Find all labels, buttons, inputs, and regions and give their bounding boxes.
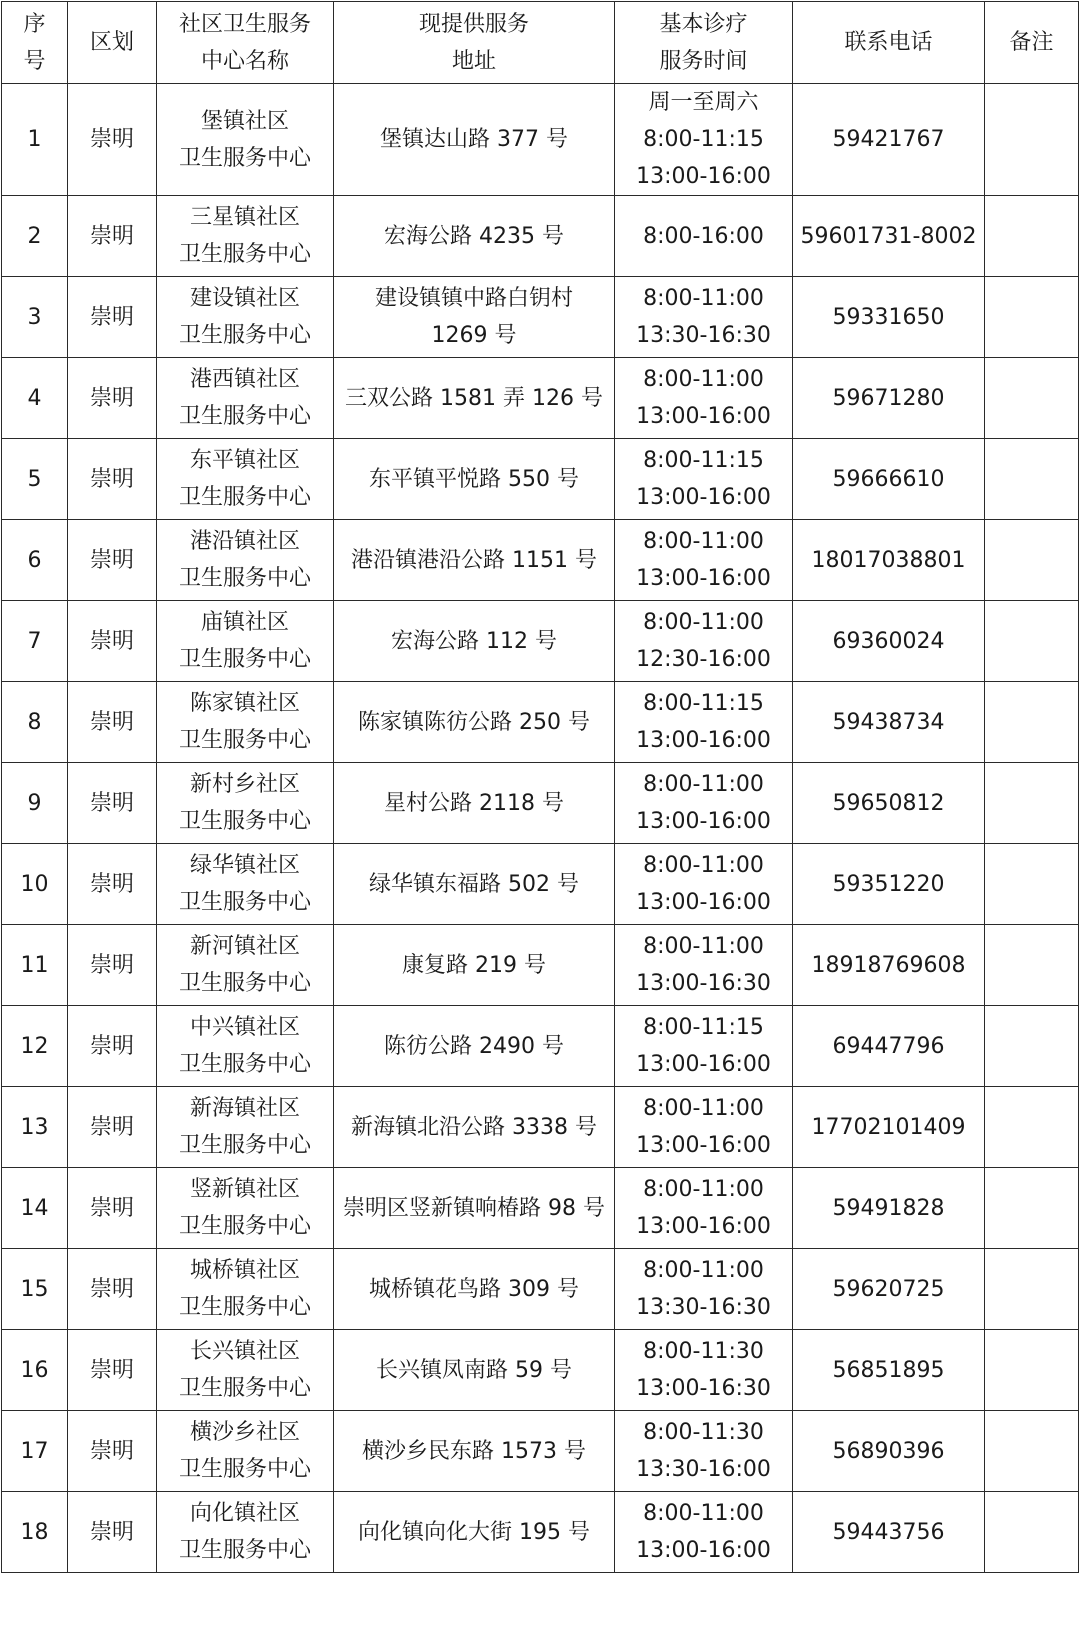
address-cell <box>334 1249 615 1330</box>
service-hours-cell <box>615 925 793 1006</box>
cell-line: 8:00-11:15 <box>643 127 764 152</box>
table-row <box>2 439 1079 520</box>
cell-line: 8:00-11:00 <box>643 1177 764 1202</box>
cell-line: 基本诊疗 <box>659 11 748 37</box>
cell-line: 中心名称 <box>200 48 289 74</box>
phone-cell: 69447796 <box>793 1006 985 1087</box>
cell-line: 区划 <box>89 30 134 55</box>
district-cell: 崇明 <box>68 844 157 925</box>
cell-line: 卫生服务中心 <box>178 1133 311 1158</box>
phone-cell: 59421767 <box>793 84 985 196</box>
cell-line: 13:00-16:00 <box>636 164 771 189</box>
address-cell <box>334 1492 615 1573</box>
service-hours-cell <box>615 763 793 844</box>
cell-line: 8:00-11:00 <box>643 367 764 392</box>
cell-line: 现提供服务 <box>418 11 529 37</box>
service-hours-cell <box>615 1330 793 1411</box>
phone-cell: 56851895 <box>793 1330 985 1411</box>
service-hours-cell <box>615 358 793 439</box>
district-cell: 崇明 <box>68 196 157 277</box>
phone-cell: 69360024 <box>793 601 985 682</box>
service-hours-cell <box>615 1006 793 1087</box>
cell-line: 13:00-16:00 <box>636 566 771 591</box>
cell-line: 8:00-11:00 <box>643 529 764 554</box>
table-row <box>2 1249 1079 1330</box>
address-cell <box>334 682 615 763</box>
center-name-cell <box>157 1168 334 1249</box>
phone-cell: 17702101409 <box>793 1087 985 1168</box>
phone-cell: 59650812 <box>793 763 985 844</box>
service-center-table <box>1 1 1079 1573</box>
district-cell: 崇明 <box>68 84 157 196</box>
center-name-cell <box>157 844 334 925</box>
cell-line: 三星镇社区 <box>189 205 300 230</box>
cell-line: 东平镇平悦路 550 号 <box>369 466 579 492</box>
service-hours-cell <box>615 277 793 358</box>
phone-cell: 59438734 <box>793 682 985 763</box>
phone-cell: 59620725 <box>793 1249 985 1330</box>
center-name-cell <box>157 1492 334 1573</box>
cell-line: 13:30-16:30 <box>636 323 771 348</box>
cell-line: 陈家镇陈彷公路 250 号 <box>358 709 590 735</box>
cell-line: 卫生服务中心 <box>178 647 311 672</box>
cell-line: 卫生服务中心 <box>178 242 311 267</box>
row-number-cell: 18 <box>2 1492 68 1573</box>
center-name-cell <box>157 763 334 844</box>
table-row <box>2 682 1079 763</box>
center-name-cell <box>157 84 334 196</box>
row-number-cell: 7 <box>2 601 68 682</box>
service-center-table-container <box>1 1 1079 1573</box>
district-cell: 崇明 <box>68 1249 157 1330</box>
address-cell <box>334 520 615 601</box>
cell-line: 8:00-11:00 <box>643 853 764 878</box>
center-name-cell <box>157 520 334 601</box>
cell-line: 中兴镇社区 <box>189 1015 300 1040</box>
row-number-cell: 1 <box>2 84 68 196</box>
cell-line: 8:00-11:00 <box>643 610 764 635</box>
address-cell <box>334 844 615 925</box>
cell-line: 卫生服务中心 <box>178 890 311 915</box>
center-name-cell <box>157 358 334 439</box>
service-hours-cell <box>615 682 793 763</box>
service-hours-cell <box>615 520 793 601</box>
row-number-cell: 16 <box>2 1330 68 1411</box>
cell-line: 8:00-11:00 <box>643 772 764 797</box>
cell-line: 8:00-11:15 <box>643 448 764 473</box>
note-cell <box>985 439 1079 520</box>
cell-line: 8:00-11:00 <box>643 1096 764 1121</box>
note-cell <box>985 1411 1079 1492</box>
center-name-cell <box>157 196 334 277</box>
center-name-cell <box>157 439 334 520</box>
cell-line: 13:00-16:00 <box>636 1052 771 1077</box>
phone-cell: 59666610 <box>793 439 985 520</box>
cell-line: 新海镇北沿公路 3338 号 <box>351 1114 597 1140</box>
district-cell: 崇明 <box>68 1168 157 1249</box>
district-cell: 崇明 <box>68 763 157 844</box>
phone-cell: 59601731-8002 <box>793 196 985 277</box>
cell-line: 13:00-16:00 <box>636 1538 771 1563</box>
cell-line: 13:00-16:00 <box>636 890 771 915</box>
phone-cell: 18918769608 <box>793 925 985 1006</box>
center-name-cell <box>157 1411 334 1492</box>
cell-line: 建设镇社区 <box>189 286 300 311</box>
cell-line: 康复路 219 号 <box>402 952 546 978</box>
cell-line: 8:00-11:15 <box>643 1015 764 1040</box>
district-cell: 崇明 <box>68 1087 157 1168</box>
note-cell <box>985 84 1079 196</box>
note-cell <box>985 358 1079 439</box>
cell-line: 13:00-16:30 <box>636 1376 771 1401</box>
note-cell <box>985 1249 1079 1330</box>
table-row <box>2 1168 1079 1249</box>
cell-line: 13:30-16:30 <box>636 1295 771 1320</box>
note-cell <box>985 1006 1079 1087</box>
row-number-cell: 2 <box>2 196 68 277</box>
address-cell <box>334 763 615 844</box>
cell-line: 竖新镇社区 <box>189 1177 300 1202</box>
address-cell <box>334 84 615 196</box>
service-hours-cell <box>615 1411 793 1492</box>
address-cell <box>334 1087 615 1168</box>
note-cell <box>985 925 1079 1006</box>
note-cell <box>985 763 1079 844</box>
cell-line: 城桥镇社区 <box>189 1258 300 1283</box>
address-cell <box>334 925 615 1006</box>
cell-line: 陈彷公路 2490 号 <box>384 1033 564 1059</box>
cell-line: 卫生服务中心 <box>178 1457 311 1482</box>
cell-line: 13:30-16:00 <box>636 1457 771 1482</box>
cell-line: 1269 号 <box>431 323 517 348</box>
district-cell: 崇明 <box>68 520 157 601</box>
cell-line: 向化镇向化大街 195 号 <box>358 1519 590 1545</box>
header-col-phone <box>793 2 985 84</box>
table-row <box>2 763 1079 844</box>
cell-line: 13:00-16:00 <box>636 404 771 429</box>
header-col-district <box>68 2 157 84</box>
cell-line: 新村乡社区 <box>189 772 300 797</box>
center-name-cell <box>157 1330 334 1411</box>
table-row <box>2 84 1079 196</box>
cell-line: 服务时间 <box>659 48 748 74</box>
cell-line: 周一至周六 <box>648 90 759 115</box>
district-cell: 崇明 <box>68 682 157 763</box>
table-row <box>2 925 1079 1006</box>
note-cell <box>985 196 1079 277</box>
cell-line: 卫生服务中心 <box>178 485 311 510</box>
note-cell <box>985 277 1079 358</box>
cell-line: 卫生服务中心 <box>178 566 311 591</box>
center-name-cell <box>157 925 334 1006</box>
cell-line: 崇明区竖新镇响椿路 98 号 <box>343 1195 605 1221</box>
note-cell <box>985 1087 1079 1168</box>
district-cell: 崇明 <box>68 1411 157 1492</box>
row-number-cell: 17 <box>2 1411 68 1492</box>
cell-line: 新海镇社区 <box>189 1096 300 1121</box>
district-cell: 崇明 <box>68 1006 157 1087</box>
table-row <box>2 196 1079 277</box>
cell-line: 东平镇社区 <box>189 448 300 473</box>
address-cell <box>334 1006 615 1087</box>
row-number-cell: 4 <box>2 358 68 439</box>
cell-line: 8:00-11:00 <box>643 934 764 959</box>
service-hours-cell <box>615 1168 793 1249</box>
cell-line: 绿华镇社区 <box>189 853 300 878</box>
table-row <box>2 601 1079 682</box>
row-number-cell: 15 <box>2 1249 68 1330</box>
cell-line: 港沿镇港沿公路 1151 号 <box>351 547 597 573</box>
district-cell: 崇明 <box>68 277 157 358</box>
cell-line: 长兴镇凤南路 59 号 <box>376 1357 572 1383</box>
center-name-cell <box>157 682 334 763</box>
cell-line: 宏海公路 112 号 <box>391 628 557 654</box>
cell-line: 13:00-16:00 <box>636 1214 771 1239</box>
service-hours-cell <box>615 601 793 682</box>
row-number-cell: 5 <box>2 439 68 520</box>
note-cell <box>985 682 1079 763</box>
district-cell: 崇明 <box>68 358 157 439</box>
district-cell: 崇明 <box>68 601 157 682</box>
table-row <box>2 520 1079 601</box>
header-col-service-hours <box>615 2 793 84</box>
center-name-cell <box>157 1249 334 1330</box>
service-hours-cell <box>615 1492 793 1573</box>
address-cell <box>334 601 615 682</box>
table-row <box>2 1087 1079 1168</box>
cell-line: 堡镇达山路 377 号 <box>380 127 568 152</box>
address-cell <box>334 439 615 520</box>
cell-line: 卫生服务中心 <box>178 971 311 996</box>
phone-cell: 59491828 <box>793 1168 985 1249</box>
row-number-cell: 3 <box>2 277 68 358</box>
cell-line: 地址 <box>451 48 496 74</box>
header-col-center-name <box>157 2 334 84</box>
address-cell <box>334 1330 615 1411</box>
cell-line: 13:00-16:30 <box>636 971 771 996</box>
district-cell: 崇明 <box>68 1492 157 1573</box>
cell-line: 庙镇社区 <box>200 610 289 635</box>
note-cell <box>985 601 1079 682</box>
cell-line: 卫生服务中心 <box>178 1214 311 1239</box>
center-name-cell <box>157 1006 334 1087</box>
table-row <box>2 277 1079 358</box>
cell-line: 卫生服务中心 <box>178 1538 311 1563</box>
service-hours-cell <box>615 1087 793 1168</box>
service-hours-cell <box>615 84 793 196</box>
phone-cell: 59443756 <box>793 1492 985 1573</box>
phone-cell: 59331650 <box>793 277 985 358</box>
table-row <box>2 844 1079 925</box>
row-number-cell: 6 <box>2 520 68 601</box>
cell-line: 卫生服务中心 <box>178 728 311 753</box>
cell-line: 绿华镇东福路 502 号 <box>369 871 579 897</box>
cell-line: 卫生服务中心 <box>178 809 311 834</box>
cell-line: 8:00-11:00 <box>643 286 764 311</box>
row-number-cell: 10 <box>2 844 68 925</box>
service-hours-cell <box>615 196 793 277</box>
header-col-note <box>985 2 1079 84</box>
center-name-cell <box>157 601 334 682</box>
note-cell <box>985 1168 1079 1249</box>
cell-line: 13:00-16:00 <box>636 1133 771 1158</box>
table-row <box>2 1492 1079 1573</box>
cell-line: 8:00-11:15 <box>643 691 764 716</box>
cell-line: 卫生服务中心 <box>178 145 311 171</box>
address-cell <box>334 196 615 277</box>
table-header <box>2 2 1079 84</box>
cell-line: 城桥镇花鸟路 309 号 <box>369 1276 579 1302</box>
district-cell: 崇明 <box>68 439 157 520</box>
district-cell: 崇明 <box>68 1330 157 1411</box>
row-number-cell: 13 <box>2 1087 68 1168</box>
cell-line: 港沿镇社区 <box>189 529 300 554</box>
cell-line: 港西镇社区 <box>189 367 300 392</box>
cell-line: 8:00-11:00 <box>643 1501 764 1526</box>
cell-line: 联系电话 <box>844 30 933 55</box>
row-number-cell: 11 <box>2 925 68 1006</box>
cell-line: 卫生服务中心 <box>178 1052 311 1077</box>
note-cell <box>985 1492 1079 1573</box>
cell-line: 三双公路 1581 弄 126 号 <box>345 385 603 411</box>
center-name-cell <box>157 277 334 358</box>
cell-line: 长兴镇社区 <box>189 1339 300 1364</box>
address-cell <box>334 1168 615 1249</box>
service-hours-cell <box>615 1249 793 1330</box>
cell-line: 13:00-16:00 <box>636 728 771 753</box>
phone-cell: 59351220 <box>793 844 985 925</box>
cell-line: 新河镇社区 <box>189 934 300 959</box>
cell-line: 卫生服务中心 <box>178 404 311 429</box>
cell-line: 序 <box>23 11 46 37</box>
cell-line: 卫生服务中心 <box>178 1295 311 1320</box>
table-row <box>2 1330 1079 1411</box>
cell-line: 备注 <box>1009 30 1054 55</box>
row-number-cell: 14 <box>2 1168 68 1249</box>
cell-line: 8:00-11:30 <box>643 1339 764 1364</box>
header-col-address <box>334 2 615 84</box>
table-row <box>2 1411 1079 1492</box>
cell-line: 8:00-11:30 <box>643 1420 764 1445</box>
district-cell: 崇明 <box>68 925 157 1006</box>
cell-line: 12:30-16:00 <box>636 647 771 672</box>
cell-line: 星村公路 2118 号 <box>384 790 564 816</box>
note-cell <box>985 844 1079 925</box>
cell-line: 横沙乡社区 <box>189 1420 300 1445</box>
cell-line: 卫生服务中心 <box>178 1376 311 1401</box>
cell-line: 号 <box>23 48 46 74</box>
cell-line: 卫生服务中心 <box>178 323 311 348</box>
address-cell <box>334 1411 615 1492</box>
cell-line: 8:00-16:00 <box>643 223 764 249</box>
center-name-cell <box>157 1087 334 1168</box>
phone-cell: 59671280 <box>793 358 985 439</box>
cell-line: 13:00-16:00 <box>636 809 771 834</box>
service-hours-cell <box>615 844 793 925</box>
header-row <box>2 2 1079 84</box>
cell-line: 堡镇社区 <box>200 108 289 134</box>
cell-line: 8:00-11:00 <box>643 1258 764 1283</box>
table-body <box>2 84 1079 1573</box>
header-col-number <box>2 2 68 84</box>
note-cell <box>985 520 1079 601</box>
row-number-cell: 8 <box>2 682 68 763</box>
note-cell <box>985 1330 1079 1411</box>
service-hours-cell <box>615 439 793 520</box>
row-number-cell: 9 <box>2 763 68 844</box>
cell-line: 社区卫生服务 <box>178 11 311 37</box>
row-number-cell: 12 <box>2 1006 68 1087</box>
cell-line: 13:00-16:00 <box>636 485 771 510</box>
cell-line: 向化镇社区 <box>189 1501 300 1526</box>
cell-line: 宏海公路 4235 号 <box>384 223 564 249</box>
cell-line: 建设镇镇中路白钥村 <box>374 286 573 311</box>
phone-cell: 18017038801 <box>793 520 985 601</box>
cell-line: 横沙乡民东路 1573 号 <box>362 1438 586 1464</box>
address-cell <box>334 277 615 358</box>
address-cell <box>334 358 615 439</box>
phone-cell: 56890396 <box>793 1411 985 1492</box>
table-row <box>2 1006 1079 1087</box>
cell-line: 陈家镇社区 <box>189 691 300 716</box>
table-row <box>2 358 1079 439</box>
